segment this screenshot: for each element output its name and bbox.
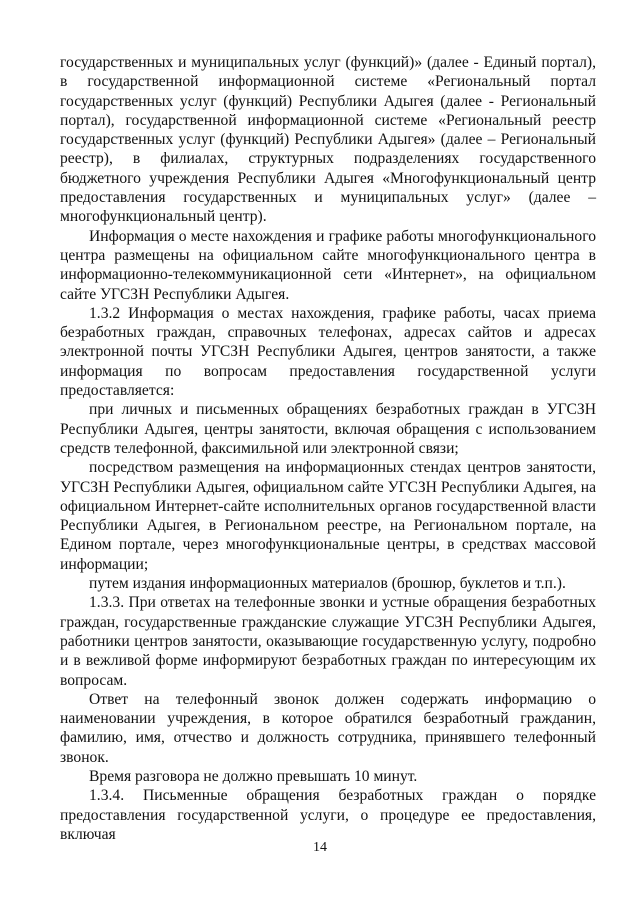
paragraph-4: при личных и письменных обращениях безработных граждан в УГСЗН Республики Адыгея, центры занятости, включая обращения с использованием средств телефонной, факсимильной или электронной связи; — [60, 401, 596, 457]
paragraph-10: 1.3.4. Письменные обращения безработных граждан о порядке предоставления государственной услуги, о процедуре ее предоставления, включая — [60, 787, 596, 843]
paragraph-7: 1.3.3. При ответах на телефонные звонки и устные обращения безработных граждан, государственные гражданские служащие УГСЗН Республики Адыгея, работники центров занятости, оказывающие государственную услугу, подробно и в вежливой форме информируют безработных граждан по интересующим их вопросам. — [60, 594, 596, 689]
paragraph-2: Информация о месте нахождения и графике работы многофункционального центра размещены на официальном сайте многофункционального центра в информационно-телекоммуникационной сети «Интернет», на официальном сайте УГСЗН Республики Адыгея. — [60, 227, 596, 303]
page-number: 14 — [313, 840, 327, 855]
document-page — [60, 53, 596, 844]
paragraph-8: Ответ на телефонный звонок должен содержать информацию о наименовании учреждения, в которое обратился безработный гражданин, фамилию, имя, отчество и должность сотрудника, принявшего телефонный звонок. — [60, 690, 596, 766]
paragraph-6: путем издания информационных материалов (брошюр, буклетов и т.п.). — [89, 575, 566, 593]
paragraph-9: Время разговора не должно превышать 10 минут. — [89, 767, 418, 785]
paragraph-3: 1.3.2 Информация о местах нахождения, графике работы, часах приема безработных граждан, справочных телефонах, адресах сайтов и адресах электронной почты УГСЗН Республики Адыгея, центров занятости, а также информация по вопросам предоставления государственной услуги предоставляется: — [60, 304, 596, 400]
paragraph-5: посредством размещения на информационных стендах центров занятости, УГСЗН Республики Адыгея, официальном сайте УГСЗН Республики Адыгея, на официальном Интернет-сайте исполнительных органов государственной власти Республики Адыгея, в Региональном реестре, на Региональном портале, на Едином портале, через многофункциональные центры, в средствах массовой информации; — [60, 459, 596, 573]
paragraph-1: государственных и муниципальных услуг (функций)» (далее - Единый портал), в государственной информационной системе «Региональный портал государственных услуг (функций) Республики Адыгея (далее - Региональный портал), государственной информационной системе «Региональный реестр государственных услуг (функций) Республики Адыгея» (далее – Региональный реестр), в филиалах, структурных подразделениях государственного бюджетного учреждения Республики Адыгея «Многофункциональный центр предоставления государственных и муниципальных услуг» (далее – многофункциональный центр). — [60, 54, 596, 226]
